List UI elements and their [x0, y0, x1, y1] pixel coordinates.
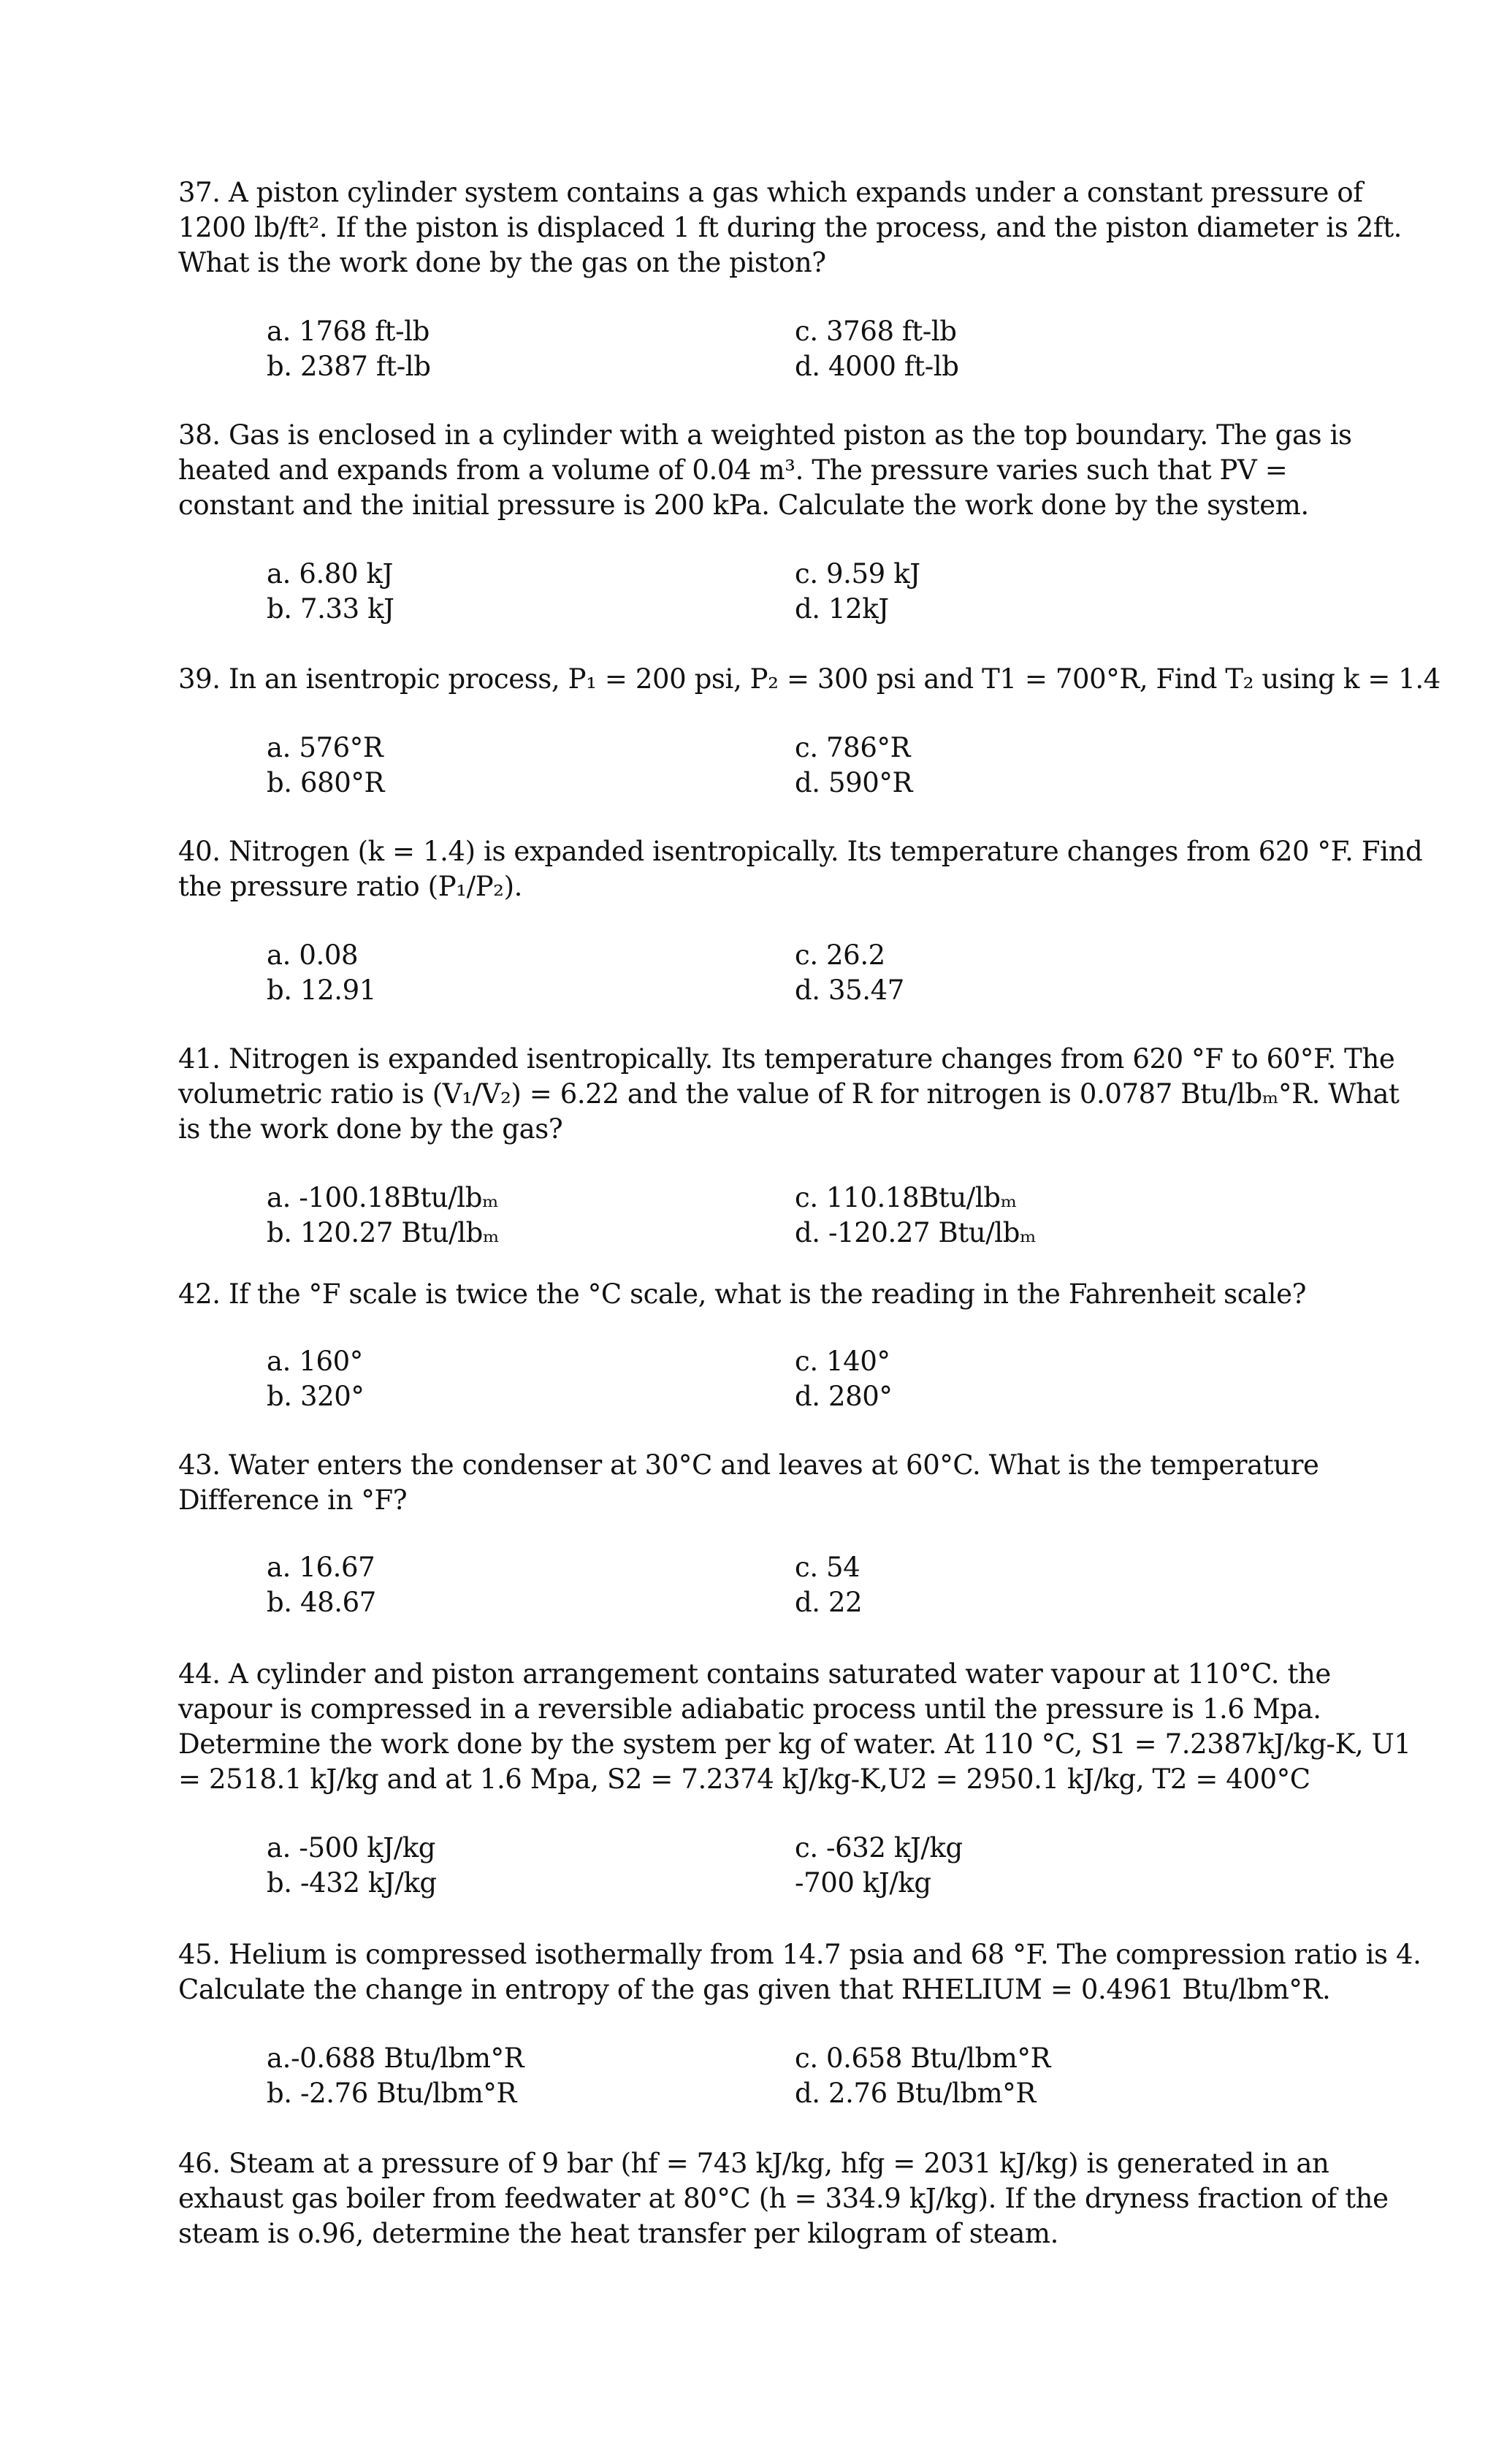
option-c: c. 110.18Btu/lbₘ	[795, 1182, 1017, 1213]
question-44-line-1: 44. A cylinder and piston arrangement contains saturated water vapour at 110°C. the	[178, 1658, 1331, 1690]
option-c: c. -632 kJ/kg	[795, 1832, 963, 1864]
option-b: b. 7.33 kJ	[267, 593, 394, 625]
option-d: d. 35.47	[795, 974, 904, 1006]
question-38-options	[267, 557, 1362, 627]
option-b: b. 48.67	[267, 1587, 376, 1618]
question-38-line-3: constant and the initial pressure is 200 kPa. Calculate the work done by the system.	[178, 489, 1309, 521]
question-44-line-2: vapour is compressed in a reversible adiabatic process until the pressure is 1.6 Mpa.	[178, 1693, 1321, 1725]
question-45-line-2: Calculate the change in entropy of the gas given that RHELIUM = 0.4961 Btu/lbm°R.	[178, 1974, 1331, 2005]
question-37	[178, 175, 1402, 281]
question-44-options	[267, 1831, 1362, 1901]
option-c: c. 54	[795, 1552, 860, 1583]
question-38	[178, 418, 1352, 523]
question-41	[178, 1042, 1400, 1147]
option-b: b. 120.27 Btu/lbₘ	[267, 1217, 500, 1248]
question-46-line-3: steam is o.96, determine the heat transfer per kilogram of steam.	[178, 2218, 1058, 2249]
option-b: b. 2387 ft-lb	[267, 351, 431, 382]
option-d: d. 280°	[795, 1381, 893, 1412]
question-43-line-2: Difference in °F?	[178, 1484, 408, 1516]
question-46-line-1: 46. Steam at a pressure of 9 bar (hf = 743 kJ/kg, hfg = 2031 kJ/kg) is generated in an	[178, 2148, 1329, 2179]
option-a: a. 6.80 kJ	[267, 558, 393, 590]
option-d: d. 4000 ft-lb	[795, 351, 959, 382]
question-39	[178, 662, 1440, 697]
question-37-line-2: 1200 lb/ft². If the piston is displaced 1 ft during the process, and the piston diameter is 2ft.	[178, 212, 1402, 243]
question-37-line-3: What is the work done by the gas on the piston?	[178, 247, 826, 278]
option-a: a. 1768 ft-lb	[267, 316, 430, 347]
option-a: a. 576°R	[267, 732, 383, 763]
question-40-line-2: the pressure ratio (P₁/P₂).	[178, 871, 523, 902]
option-d: d. -120.27 Btu/lbₘ	[795, 1217, 1037, 1248]
option-c: c. 3768 ft-lb	[795, 316, 957, 347]
option-a: a. 16.67	[267, 1552, 375, 1583]
question-40-options	[267, 938, 1362, 1008]
question-45-options	[267, 2041, 1362, 2111]
question-43-line-1: 43. Water enters the condenser at 30°C and leaves at 60°C. What is the temperature	[178, 1449, 1319, 1481]
question-39-line-1: 39. In an isentropic process, P₁ = 200 psi, P₂ = 300 psi and T1 = 700°R, Find T₂ using k = 1.4	[178, 663, 1440, 695]
question-46	[178, 2146, 1389, 2251]
option-d: -700 kJ/kg	[795, 1867, 931, 1899]
question-37-options	[267, 314, 1362, 384]
option-a: a.-0.688 Btu/lbm°R	[267, 2042, 524, 2074]
option-b: b. -432 kJ/kg	[267, 1867, 437, 1899]
question-40-line-1: 40. Nitrogen (k = 1.4) is expanded isentropically. Its temperature changes from 620 °F. Find	[178, 836, 1423, 867]
question-44-line-3: Determine the work done by the system per kg of water. At 110 °C, S1 = 7.2387kJ/kg-K, U1	[178, 1728, 1411, 1760]
question-45-line-1: 45. Helium is compressed isothermally from 14.7 psia and 68 °F. The compression ratio is 4.	[178, 1939, 1421, 1970]
question-43-options	[267, 1550, 1362, 1620]
question-38-line-2: heated and expands from a volume of 0.04 m³. The pressure varies such that PV =	[178, 454, 1288, 486]
option-c: c. 0.658 Btu/lbm°R	[795, 2042, 1051, 2074]
option-b: b. 12.91	[267, 974, 376, 1006]
question-44	[178, 1657, 1411, 1797]
question-42	[178, 1277, 1340, 1312]
option-b: b. -2.76 Btu/lbm°R	[267, 2078, 516, 2109]
option-d: d. 590°R	[795, 767, 912, 798]
question-43	[178, 1448, 1340, 1518]
question-40	[178, 834, 1423, 904]
question-38-line-1: 38. Gas is enclosed in a cylinder with a weighted piston as the top boundary. The gas is	[178, 419, 1352, 451]
option-b: b. 320°	[267, 1381, 365, 1412]
option-a: a. -100.18Btu/lbₘ	[267, 1182, 499, 1213]
option-d: d. 12kJ	[795, 593, 889, 625]
option-b: b. 680°R	[267, 767, 384, 798]
question-41-line-2: volumetric ratio is (V₁/V₂) = 6.22 and the value of R for nitrogen is 0.0787 Btu/lbₘ°R. What	[178, 1078, 1400, 1110]
question-41-options	[267, 1180, 1362, 1251]
question-42-line-1: 42. If the °F scale is twice the °C scale, what is the reading in the Fahrenheit scale?	[178, 1278, 1307, 1310]
question-46-line-2: exhaust gas boiler from feedwater at 80°C (h = 334.9 kJ/kg). If the dryness fraction of the	[178, 2183, 1389, 2214]
option-a: a. 160°	[267, 1346, 363, 1377]
option-c: c. 786°R	[795, 732, 911, 763]
option-d: d. 22	[795, 1587, 863, 1618]
question-41-line-1: 41. Nitrogen is expanded isentropically. Its temperature changes from 620 °F to 60°F. The	[178, 1043, 1395, 1075]
option-d: d. 2.76 Btu/lbm°R	[795, 2078, 1036, 2109]
option-a: a. -500 kJ/kg	[267, 1832, 436, 1864]
option-c: c. 140°	[795, 1346, 890, 1377]
option-a: a. 0.08	[267, 939, 359, 971]
question-39-options	[267, 731, 1362, 801]
question-44-line-4: = 2518.1 kJ/kg and at 1.6 Mpa, S2 = 7.2374 kJ/kg-K,U2 = 2950.1 kJ/kg, T2 = 400°C	[178, 1763, 1310, 1795]
question-37-line-1: 37. A piston cylinder system contains a gas which expands under a constant pressure of	[178, 177, 1363, 208]
question-45	[178, 1937, 1421, 2007]
question-42-options	[267, 1344, 1362, 1414]
option-c: c. 9.59 kJ	[795, 558, 920, 590]
option-c: c. 26.2	[795, 939, 885, 971]
question-41-line-3: is the work done by the gas?	[178, 1113, 563, 1145]
